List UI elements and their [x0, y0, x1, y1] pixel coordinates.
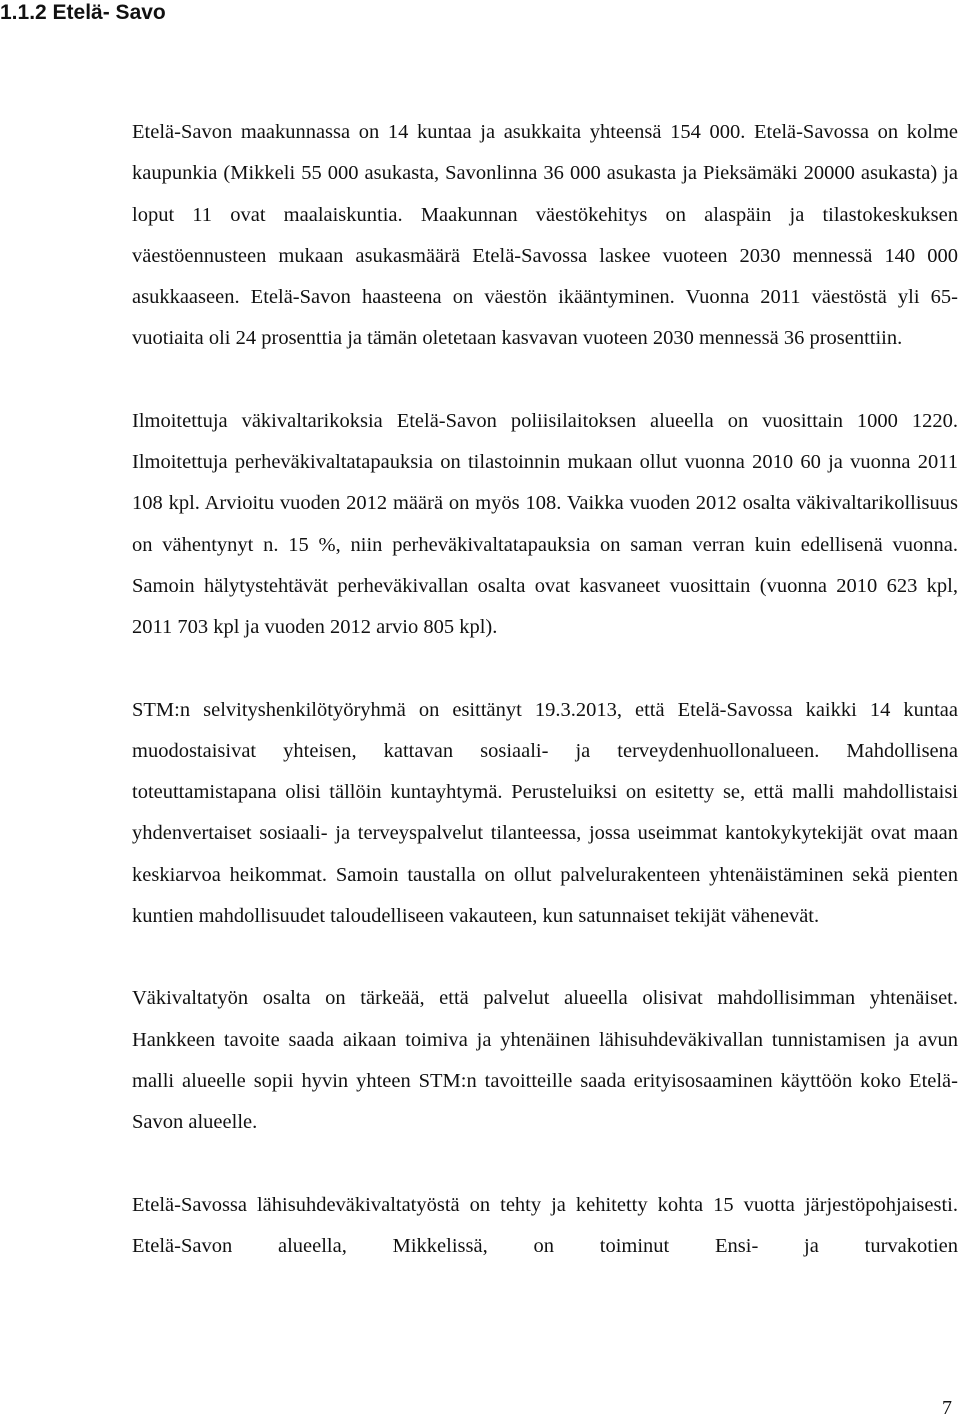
paragraph-history: Etelä-Savossa lähisuhdeväkivaltatyöstä on tehty ja kehitetty kohta 15 vuotta järjestöpohjaisesti. Etelä-Savon alueella, Mikkelissä, on toiminut Ensi- ja turvakotien: [132, 1193, 958, 1257]
page-number: 7: [942, 1397, 952, 1419]
paragraph-project-goals: Väkivaltatyön osalta on tärkeää, että palvelut alueella olisivat mahdollisimman yhtenäiset. Hankkeen tavoite saada aikaan toimiva ja yhtenäinen lähisuhdeväkivallan tunnistamisen ja avun malli alueelle sopii hyvin yhteen STM:n tavoitteille saada erityisosaaminen käyttöön koko Etelä-Savon alueelle.: [132, 987, 958, 1134]
paragraph-violence-statistics: Ilmoitettuja väkivaltarikoksia Etelä-Savon poliisilaitoksen alueella on vuosittain 1000 1220. Ilmoitettuja perheväkivaltatapauksia on tilastoinnin mukaan ollut vuonna 2010 60 ja vuonna 2011 108 kpl. Arvioitu vuoden 2012 määrä on myös 108. Vaikka vuoden 2012 osalta väkivaltarikollisuus on vähentynyt n. 15 %, niin perheväkivaltatapauksia on saman verran kuin edellisenä vuonna. Samoin hälytystehtävät perheväkivallan osalta ovat kasvaneet vuosittain (vuonna 2010 623 kpl, 2011 703 kpl ja vuoden 2012 arvio 805 kpl).: [132, 409, 958, 639]
section-heading: 1.1.2 Etelä- Savo: [0, 1, 166, 24]
paragraph-stm-proposal: STM:n selvityshenkilötyöryhmä on esittänyt 19.3.2013, että Etelä-Savossa kaikki 14 kuntaa muodostaisivat yhteisen, kattavan sosiaali- ja terveydenhuollonalueen. Mahdollisena toteuttamistapana olisi tällöin kuntayhtymä. Perusteluiksi on esitetty se, että malli mahdollistaisi yhdenvertaiset sosiaali- ja terveyspalvelut tilanteessa, jossa useimmat kantokykytekijät ovat maan keskiarvoa heikommat. Samoin taustalla on ollut palvelurakenteen yhtenäistäminen sekä pienten kuntien mahdollisuudet taloudelliseen vakauteen, kun satunnaiset tekijät vähenevät.: [132, 698, 958, 928]
paragraph-population: Etelä-Savon maakunnassa on 14 kuntaa ja asukkaita yhteensä 154 000. Etelä-Savossa on kolme kaupunkia (Mikkeli 55 000 asukasta, Savonlinna 36 000 asukasta ja Pieksämäki 20000 asukasta) ja loput 11 ovat maalaiskuntia. Maakunnan väestökehitys on alaspäin ja tilastokeskuksen väestöennusteen mukaan asukasmäärä Etelä-Savossa laskee vuoteen 2030 mennessä 140 000 asukkaaseen. Etelä-Savon haasteena on väestön ikääntyminen. Vuonna 2011 väestöstä yli 65-vuotiaita oli 24 prosenttia ja tämän oletetaan kasvavan vuoteen 2030 mennessä 36 prosenttiin.: [132, 121, 958, 350]
body-text: [132, 112, 958, 1267]
